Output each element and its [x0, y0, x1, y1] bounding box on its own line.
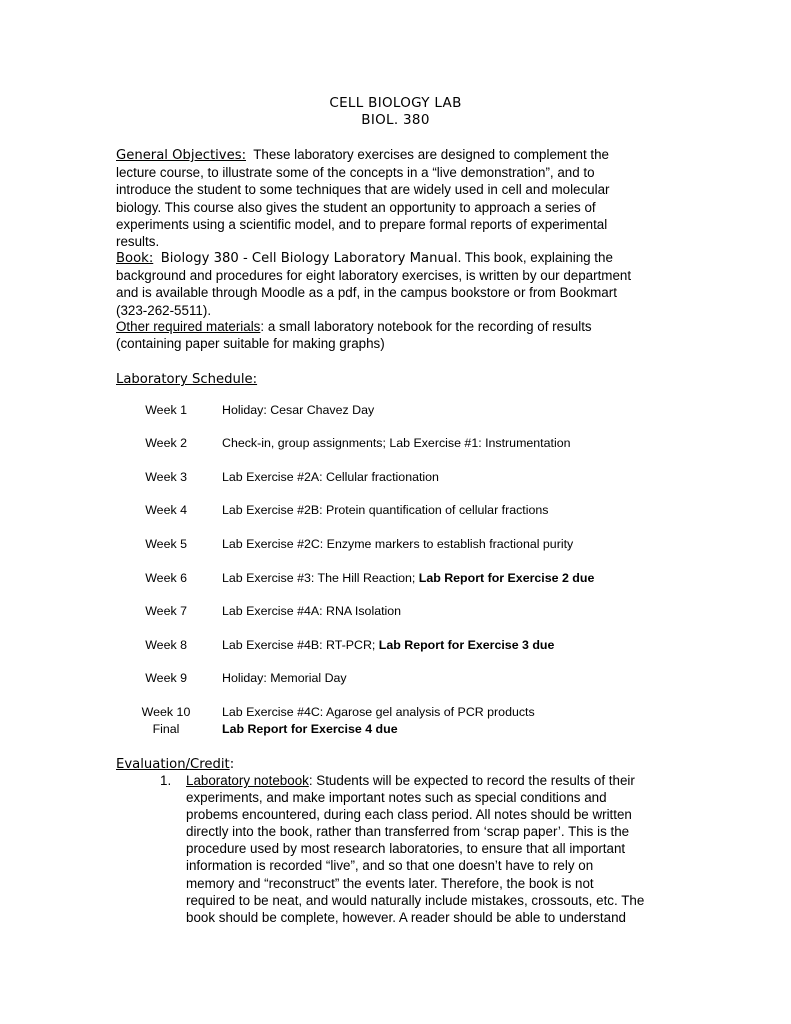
schedule-week: Week 5: [145, 537, 187, 551]
objectives-section: [116, 146, 676, 250]
materials-line: Other required materials: a small laboratory notebook for the recording of results: [116, 319, 592, 334]
schedule-week: Week 1: [145, 403, 187, 417]
objectives-heading: General Objectives:: [116, 148, 247, 163]
book-title: Biology 380 - Cell Biology Laboratory Manual: [160, 251, 458, 266]
document-title: CELL BIOLOGY LAB: [329, 95, 462, 111]
schedule-description: Check-in, group assignments; Lab Exercise #1: Instrumentation: [222, 436, 571, 450]
objectives-line: introduce the student to some techniques that are widely used in cell and molecular: [116, 182, 610, 198]
schedule-row: [0, 571, 791, 589]
schedule-description: Holiday: Memorial Day: [222, 671, 347, 685]
materials-heading: Other required materials: [116, 319, 261, 334]
schedule-description: Lab Exercise #3: The Hill Reaction; Lab Report for Exercise 2 due: [222, 571, 595, 585]
schedule-row: [0, 436, 791, 454]
schedule-week: Week 4: [145, 503, 187, 517]
schedule-description: Lab Exercise #2C: Enzyme markers to establish fractional purity: [222, 537, 574, 551]
schedule-row: [0, 722, 791, 740]
objectives-line: lecture course, to illustrate some of the concepts in a “live demonstration”, and to: [116, 165, 595, 181]
objectives-line: results.: [116, 234, 160, 250]
schedule-description: Lab Exercise #2A: Cellular fractionation: [222, 470, 439, 484]
schedule-description: Lab Exercise #4A: RNA Isolation: [222, 604, 402, 618]
evaluation-section: Evaluation/Credit:: [116, 757, 235, 772]
materials-section: [116, 318, 676, 352]
objectives-line: biology. This course also gives the student an opportunity to approach a series of: [116, 199, 596, 215]
schedule-description: Holiday: Cesar Chavez Day: [222, 403, 375, 417]
schedule-week: Week 6: [145, 571, 187, 585]
schedule-week: Week 3: [145, 470, 187, 484]
list-number: 1.: [160, 773, 172, 788]
schedule-week: Final: [152, 722, 180, 736]
objectives-line: experiments using a scientific model, and to prepare formal reports of experimental: [116, 216, 608, 232]
schedule-week: Week 2: [145, 436, 187, 450]
course-number: BIOL. 380: [361, 112, 430, 128]
schedule-description: Lab Exercise #2B: Protein quantification of cellular fractions: [222, 503, 549, 517]
schedule-week: Week 8: [145, 638, 187, 652]
schedule-week: Week 10: [141, 705, 191, 719]
evaluation-item: [160, 772, 680, 926]
book-heading: Book:: [116, 251, 154, 266]
objectives-line: General Objectives: These laboratory exercises are designed to complement the: [116, 147, 610, 163]
book-line: (323-262-5511).: [116, 302, 212, 318]
evaluation-heading: Evaluation/Credit: [116, 757, 230, 772]
schedule-row: [0, 503, 791, 521]
materials-line: (containing paper suitable for making graphs): [116, 336, 385, 352]
schedule-heading: Laboratory Schedule:: [116, 372, 258, 387]
schedule-description: Lab Exercise #4C: Agarose gel analysis of PCR products: [222, 705, 535, 719]
schedule-row: [0, 671, 791, 689]
book-section: [116, 249, 676, 319]
notebook-label: Laboratory notebook: [186, 773, 309, 788]
book-line: background and procedures for eight laboratory exercises, is written by our department: [116, 268, 632, 284]
schedule-week: Week 9: [145, 671, 187, 685]
schedule-row: [0, 403, 791, 421]
book-line: Book: Biology 380 - Cell Biology Laboratory Manual. This book, explaining the: [116, 250, 613, 266]
schedule-row: [0, 638, 791, 656]
schedule-row: [0, 705, 791, 723]
schedule-description: Lab Report for Exercise 4 due: [222, 722, 398, 736]
book-line: and is available through Moodle as a pdf, in the campus bookstore or from Bookmart: [116, 285, 617, 301]
schedule-row: [0, 470, 791, 488]
evaluation-item-text: Laboratory notebook: Students will be expected to record the results of their experiments, and make important notes such as special conditions and probems encountered, during each class period. All notes should be written directly into the book, rather than transferred from ‘scrap paper’. This is the procedure used by most research laboratories, to ensure that all important information is recorded “live”, and so that one doesn’t have to rely on memory and “reconstruct” the events later. Therefore, the book is not required to be neat, and would naturally include mistakes, crossouts, etc. The book should be complete, however. A reader should be able to understand: [186, 773, 645, 925]
schedule-row: [0, 537, 791, 555]
schedule-row: [0, 604, 791, 622]
schedule-section: [116, 370, 676, 388]
schedule-description: Lab Exercise #4B: RT-PCR; Lab Report for Exercise 3 due: [222, 638, 555, 652]
schedule-week: Week 7: [145, 604, 187, 618]
